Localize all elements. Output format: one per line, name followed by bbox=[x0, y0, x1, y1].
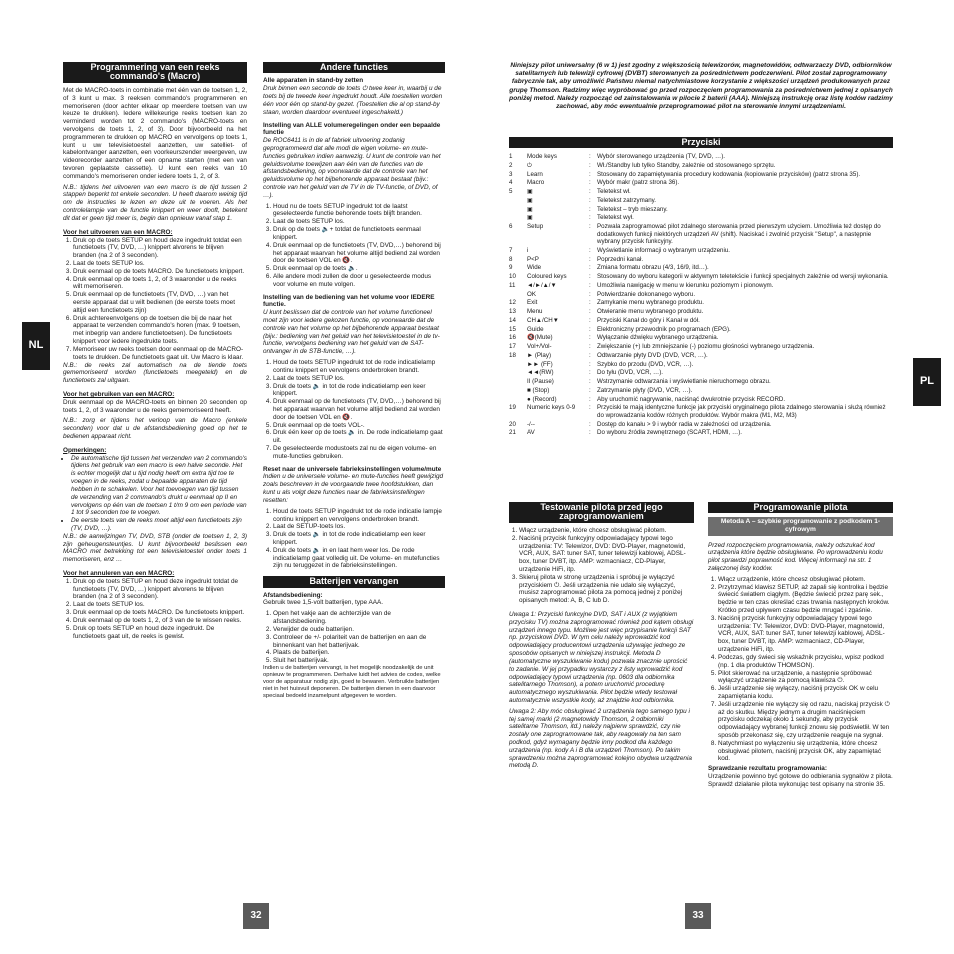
macro-notes bbox=[63, 455, 247, 533]
button-name: OK bbox=[527, 290, 536, 298]
pl-intro: Niniejszy pilot uniwersalny (6 w 1) jest zgodny z większością telewizorów, magnetowidów, odtwarzaczy DVD, odbiorników satelitarnych lub telewizji cyfrowej (DVBT) sterowanych za pośrednictwem podczerwieni. Pilot został zaprogramowany fabrycznie tak, aby umożliwić Państwu niemal natychmiastowe korzystanie z większości urządzeń produkowanych przez grupę Thomson. Radzimy więc wypróbować go przed rozpoczęciem programowania za pośrednictwem jednej z opisanych poniżej metod. Należy rozpocząć od zainstalowania w pilocie 2 baterii (AAA). Niniejszą instrukcję oraz listę kodów radzimy zachować, aby móc ewentualnie przeprogramować pilot na sterowanie innymi urządzeniami. bbox=[509, 62, 893, 111]
button-number: 7 bbox=[509, 246, 513, 254]
button-description: Zatrzymanie płyty (DVD, VCR, …). bbox=[597, 386, 693, 394]
button-row bbox=[509, 404, 893, 420]
button-name: Menu bbox=[527, 308, 543, 316]
list-item: 7. Memoriseer uw reeks toetsen door eenmaal op de MACRO-toets te drukken. De functietoets gaat uit. Uw Macro is klaar. bbox=[73, 346, 247, 362]
button-row bbox=[509, 205, 893, 214]
button-description: Umożliwia nawigację w menu w kierunku poziomym i pionowym. bbox=[597, 281, 774, 289]
programming-section bbox=[708, 502, 893, 792]
list-item: 3. Skieruj pilota w stronę urządzenia i spróbuj je wyłączyć przyciskiem ⏻. Jeśli urządzenia nie udało się wyłączyć, musisz zaprogramować pilota za pomocą jednej z poniżej opisanych metod: A, B, C lub D. bbox=[519, 574, 694, 605]
list-item: 3. Druk eenmaal op de toets MACRO. De functietoets knippert. bbox=[73, 268, 247, 276]
language-tab-pl: PL bbox=[913, 358, 941, 406]
test-note-2: Uwaga 2: Aby móc obsługiwać 2 urządzenia tego samego typu i tej samej marki (2 magnetowidy Thomson, 2 odbiorniki satelitarne Thomson, itd.) należy najpierw sprawdzić, czy nie zostały one zaprogramowane tak, aby reagowały na ten sam podkod, gdyż wymagany będzie inny podkod dla każdego urządzenia (np. kody A i B dla urządzeń Thomson). Po takim sprawdzeniu można zaprogramować kolejno obydwa urządzenia metodą D. bbox=[509, 707, 692, 770]
button-description: Wybór makr (patrz strona 36). bbox=[597, 179, 680, 187]
standby-text: Druk binnen een seconde de toets ⏻ twee keer in, waarbij u de toets bij de tweede keer ingedrukt houdt. Alle toestellen worden één voor één op stand-by gezet. (Toestellen die al op stand-by staan, worden daardoor eventueel ingeschakeld.) bbox=[263, 85, 443, 116]
separator: : bbox=[589, 205, 591, 213]
button-row bbox=[509, 369, 893, 378]
button-number bbox=[509, 205, 527, 214]
button-description: Teletekst wł. bbox=[597, 188, 631, 196]
button-name: Wide bbox=[527, 264, 542, 272]
separator: : bbox=[589, 378, 591, 386]
macro-cancel-steps bbox=[63, 578, 247, 641]
list-item: 4. Podczas, gdy świeci się wskaźnik przycisku, wpisz podkod (np. 1 dla produktów THOMSON). bbox=[718, 654, 893, 670]
list-item: 3. Druk op de toets 🔈+ totdat de functietoets eenmaal knippert. bbox=[273, 226, 445, 242]
list-item: 7. De geselecteerde modustoets zal nu de eigen volume- en mute-functies gebruiken. bbox=[273, 445, 445, 461]
list-item: • De automatische tijd tussen het verzenden van 2 commando's tijdens het gebruik van een macro is een halve seconde. Het is echter mogelijk dat u tijd nodig heeft om extra tijd toe te voegen in de reeks, zodat u bepaalde apparaten de tijd hebben in te schakelen. Voor het toevoegen van tijd tussen de verzending van 2 commando's drukt u eenmaal op II en vervolgens op één van de toetsen 1 t/m 9 om een periode van 1 tot 9 seconden toe te voegen. bbox=[71, 455, 247, 518]
programming-heading: Programowanie pilota bbox=[708, 502, 893, 513]
button-row bbox=[509, 360, 893, 369]
batteries-intro: Gebruik twee 1,5-volt batterijen, type AAA. bbox=[263, 599, 384, 607]
button-row bbox=[509, 264, 893, 273]
button-description: Zwiększanie (+) lub zmniejszanie (-) poziomu głośności wybranego urządzenia. bbox=[597, 343, 815, 351]
button-row bbox=[509, 179, 893, 188]
button-number: 12 bbox=[509, 299, 516, 307]
button-number: 6 bbox=[509, 223, 513, 231]
button-description: Poprzedni kanał. bbox=[597, 255, 644, 263]
nl-column-2 bbox=[263, 62, 445, 703]
list-item: 2. Laat de SETUP-toets los. bbox=[273, 523, 445, 531]
button-number bbox=[509, 395, 527, 404]
button-number: 2 bbox=[509, 161, 513, 169]
macro-notes-heading: Opmerkingen: bbox=[63, 446, 107, 454]
button-number: 20 bbox=[509, 420, 516, 428]
volume-all-heading: Instelling van ALLE volumeregelingen onder een bepaalde functie bbox=[263, 121, 441, 137]
programming-steps bbox=[708, 576, 893, 764]
button-number: 1 bbox=[509, 153, 513, 161]
button-row bbox=[509, 299, 893, 308]
list-item: 1. Houd nu de toets SETUP ingedrukt tot de laatst geselecteerde functie behorende toets blijft branden. bbox=[273, 203, 445, 219]
button-description: Wyłączanie dźwięku wybranego urządzenia. bbox=[597, 334, 719, 342]
button-number: 10 bbox=[509, 273, 516, 281]
macro-use-heading: Voor het gebruiken van een MACRO: bbox=[63, 390, 175, 398]
separator: : bbox=[589, 196, 591, 204]
list-item: 3. Naciśnij przycisk funkcyjny odpowiadający typowi tego urządzenia: TV: Telewizor, DVD: DVD-Player, magnetowid, VCR, AUX, SAT: tuner SAT, tuner telewizji kablowej, ADSL-box, tuner DVBT, itp. AMP: wzmacniacz, CD-Player, urządzenie HiFi, itp. bbox=[718, 615, 893, 654]
button-number: 5 bbox=[509, 188, 513, 196]
list-item: 4. Druk eenmaal op de functietoets (TV, DVD,…) behorend bij het apparaat waarvan het volume altijd bediend zal worden door de toetsen VOL en 🔇. bbox=[273, 398, 445, 421]
button-description: Elektroniczny przewodnik po programach (EPG). bbox=[597, 325, 731, 333]
button-name: 🔇(Mute) bbox=[527, 334, 553, 342]
button-number: 15 bbox=[509, 325, 516, 333]
list-item: 4. Druk eenmaal op de toets 1, 2, of 3 van de te wissen reeks. bbox=[73, 617, 247, 625]
button-name: ◄◄(RW) bbox=[527, 369, 554, 377]
list-item: 5. Druk eenmaal op de functietoets (TV, DVD, …) van het eerste apparaat dat u wilt bedienen (de eerste toets moet altijd een functietoets zijn) bbox=[73, 291, 247, 314]
separator: : bbox=[589, 264, 591, 272]
separator: : bbox=[589, 223, 591, 231]
list-item: 5. Pilot skierować na urządzenie, a następnie spróbować wyłączyć urządzenie za pomocą klawisza ⏻. bbox=[718, 670, 893, 686]
button-description: Pozwala zaprogramować pilot zdalnego sterowania przed pierwszym użyciem. Umożliwia też dostęp do dodatkowych funkcji niektórych urządzeń AV (shift). Naciskać i zwolnić przycisk "Setup", a następnie wybrany przycisk funkcyjny. bbox=[597, 223, 881, 246]
button-description: Wstrzymanie odtwarzania i wyświetlanie nieruchomego obrazu. bbox=[597, 378, 771, 386]
separator: : bbox=[589, 188, 591, 196]
page-number-33: 33 bbox=[685, 903, 711, 929]
batteries-outro: Indien u de batterijen vervangt, is het mogelijk noodzakelijk de unit opnieuw te programmeren. Derhalve luidt het advies de codes, welke voor de apparatuur nodig zijn, goed te bewaren. Verbruikte batterijen niet in het huisvuil deponeren. De batterijen dienen in een daarvoor speciaal bedoeld inzamelpunt afgegeven te worden. bbox=[263, 664, 441, 700]
buttons-table bbox=[509, 152, 893, 437]
button-description: Zmiana formatu obrazu (4/3, 16/9, itd…). bbox=[597, 264, 709, 272]
button-description: Teletekst zatrzymany. bbox=[597, 196, 657, 204]
separator: : bbox=[589, 170, 591, 178]
button-description: Teletekst – tryb mieszany. bbox=[597, 205, 668, 213]
button-name: Setup bbox=[527, 223, 544, 231]
separator: : bbox=[589, 404, 591, 412]
button-row bbox=[509, 246, 893, 255]
button-number: 9 bbox=[509, 264, 513, 272]
button-number bbox=[509, 214, 527, 223]
button-description: Przyciski te mają identyczne funkcje jak przyciski oryginalnego pilota zdalnego sterowania i służą również do wprowadzania kodów różnych produktów. Wybór makra (M1, M2, M3) bbox=[597, 404, 886, 419]
list-item: 2. Przytrzymać klawisz SETUP, aż zapali się kontrolka i będzie świecić światłem ciągłym. (Będzie świecić przez parę sek., będzie w ten czas określać czas trwania następnych kroków. Krótko przed upływem czasu będzie mrugać i zgaśnie. bbox=[718, 584, 893, 615]
button-row bbox=[509, 222, 893, 246]
separator: : bbox=[589, 395, 591, 403]
button-row bbox=[509, 351, 893, 360]
button-name: ◄/►/▲/▼ bbox=[527, 281, 557, 289]
button-description: Zamykanie menu wybranego produktu. bbox=[597, 299, 704, 307]
button-row bbox=[509, 420, 893, 429]
volume-all-steps bbox=[263, 203, 445, 289]
batteries-heading: Batterijen vervangen bbox=[263, 576, 445, 587]
button-row bbox=[509, 187, 893, 196]
button-number: 16 bbox=[509, 334, 516, 342]
separator: : bbox=[589, 161, 591, 169]
button-row bbox=[509, 395, 893, 404]
list-item: 5. Sluit het batterijvak. bbox=[273, 657, 445, 665]
page-number-32: 32 bbox=[243, 903, 269, 929]
button-name: Exit bbox=[527, 299, 538, 307]
button-row bbox=[509, 170, 893, 179]
button-name: -/-- bbox=[527, 420, 535, 428]
button-name: ■ (Stop) bbox=[527, 386, 550, 394]
button-number bbox=[509, 290, 527, 299]
list-item: 8. Natychmiast po wyłączeniu się urządzenia, które chcesz obsługiwać pilotem, naciśnij przycisk OK, aby zapamiętać kod. bbox=[718, 740, 893, 763]
button-description: Potwierdzanie dokonanego wyboru. bbox=[597, 290, 696, 298]
list-item: 3. Druk de toets 🔈 in tot de rode indicatielamp een keer knippert. bbox=[273, 531, 445, 547]
button-name: ►► (FF) bbox=[527, 360, 553, 368]
button-name: Learn bbox=[527, 170, 543, 178]
button-number bbox=[509, 196, 527, 205]
volume-all-intro: De ROC6411 is in de af fabriek uitvoering zodanig geprogrammeerd dat alle modi de eigen volume- en mute-functies gebruiken indien aanwezig. U kunt de controle van het geluidsvolume toewijzen aan één van de functies van de afstandsbediening, op voorwaarde dat de controle van het geluidsvolume op het bijbehorende apparaat bestaat (bijv.: controle van het geluid van de TV in de TV-functie, of DVD, of …). bbox=[263, 137, 441, 199]
button-name: ⏻ bbox=[527, 161, 532, 169]
button-description: Odtwarzanie płyty DVD (DVD, VCR, …). bbox=[597, 351, 708, 359]
button-number: 3 bbox=[509, 170, 513, 178]
test-note-1: Uwaga 1: Przyciski funkcyjne DVD, SAT i AUX (z wyjątkiem przycisku TV) można zaprogramować również pod kątem obsługi urządzeń innego typu. Możliwe jest więc przypisanie funkcji SAT np. przyciskowi DVD. W tym celu należy wprowadzić kod odpowiadający producentowi urządzenia używając jednego ze sposobów opisanych w niniejszej instrukcji. Metoda D (automatyczne wyszukiwanie kodu) pozwala znacznie uprościć to zadanie. W jej przypadku wystarczy z listy wprowadzić kod odpowiadający typowi urządzenia (np. 0603 dla odbiornika satelitarnego Thomson), a potem uruchomić procedurę automatycznego wyszukiwania. Pilot będzie wtedy testował automatycznie wszystkie kody, aż znajdzie kod odbiornika. bbox=[509, 611, 694, 704]
language-tab-nl: NL bbox=[22, 322, 50, 370]
button-name: ▣ bbox=[527, 214, 533, 222]
test-heading: Testowanie pilota przed jego zaprogramowaniem bbox=[509, 502, 694, 523]
button-description: Stosowany do zapamiętywania procedury kodowania (kopiowanie przycisków) (patrz strona 35). bbox=[597, 170, 861, 178]
list-item: 4. Druk eenmaal op de functietoets (TV, DVD,…) behorend bij het apparaat waarvan het volume altijd bediend zal worden door de toetsen VOL en 🔇. bbox=[273, 242, 445, 265]
button-row bbox=[509, 308, 893, 317]
separator: : bbox=[589, 316, 591, 324]
macro-intro: Met de MACRO-toets in combinatie met één van de toetsen 1, 2, of 3 kunt u max. 3 reeksen commando's programmeren en memoriseren (door achter elkaar op meerdere toetsen van uw keuze te drukken). Iedere willekeurige reeks toetsen kan zo verminderd worden tot 2 commando's (MACRO-toets en vervolgens de toets 1, 2, of 3). Door bijvoorbeeld na het programmeren te drukken op MACRO en vervolgens op toets 1, kunt u uw televisietoestel aanzetten, uw satelliet- of kabelontvanger aanzetten, een voorkeurszender weergeven, uw videorecorder aanzetten of een opname starten (met een van tevoren geplaatste cassette). U kunt een reeks van 10 commando's memoriseren onder iedere toets 1, 2, of 3. bbox=[63, 86, 247, 180]
button-row bbox=[509, 273, 893, 282]
separator: : bbox=[589, 429, 591, 437]
separator: : bbox=[589, 299, 591, 307]
button-row bbox=[509, 214, 893, 223]
volume-each-intro: U kunt beslissen dat de controle van het volume functioneel moet zijn voor iedere gekozen functie, op voorwaarde dat de controle van het volume op het bijbehorende apparaat bestaat (bijv.: bediening van het geluid van het televisietoestel in de tv-functie, vervolgens bediening van het geluid van de SAT-ontvanger in de STB-functie, …). bbox=[263, 309, 440, 356]
reset-steps bbox=[263, 508, 445, 571]
list-item: 1. Houd de toets SETUP ingedrukt tot de rode indicatie lampje continu knippert en vervolgens onderbroken brandt. bbox=[273, 508, 445, 524]
button-name: Macro bbox=[527, 179, 545, 187]
macro-heading: Programmering van een reeks commando's (Macro) bbox=[63, 62, 247, 83]
test-section bbox=[509, 502, 694, 773]
reset-heading: Reset naar de universele fabrieksinstellingen volume/mute bbox=[263, 465, 442, 473]
button-row bbox=[509, 386, 893, 395]
separator: : bbox=[589, 325, 591, 333]
button-number: 4 bbox=[509, 179, 513, 187]
page-pl bbox=[477, 0, 954, 954]
list-item: 1. Druk op de toets SETUP en houd deze ingedrukt totdat een functietoets (TV, DVD, …) knippert alvorens te blijven branden (na 2 of 3 seconden). bbox=[73, 237, 247, 260]
other-functions-heading: Andere functies bbox=[263, 62, 445, 73]
list-item: 3. Druk de toets 🔈 in tot de rode indicatielamp een keer knippert. bbox=[273, 383, 445, 399]
check-heading: Sprawdzanie rezultatu programowania: bbox=[708, 765, 827, 773]
button-name: ▣ bbox=[527, 188, 533, 196]
button-row bbox=[509, 334, 893, 343]
list-item: 2. Naciśnij przycisk funkcyjny odpowiadający typowi tego urządzenia: TV: Telewizor, DVD: DVD-Player, magnetowid, VCR, AUX, SAT: tuner SAT, tuner telewizji kablowej, ADSL-box, tuner DVBT, itp. AMP: wzmacniacz, CD-Player, urządzenie HiFi, itp. bbox=[519, 535, 694, 574]
button-row bbox=[509, 343, 893, 352]
volume-each-heading: Instelling van de bediening van het volume voor IEDERE functie. bbox=[263, 293, 435, 309]
button-row bbox=[509, 378, 893, 387]
button-row bbox=[509, 290, 893, 299]
nl-column-1 bbox=[63, 62, 247, 640]
button-name: Numeric keys 0-9 bbox=[527, 404, 576, 412]
buttons-section bbox=[509, 137, 893, 438]
list-item: 6. Druk achtereenvolgens op de toetsen die bij de naar het apparaat te verzenden commando's horen (max. 9 toetsen, met inbegrip van andere functietoetsen). De functietoets knippert voor iedere ingedrukte toets. bbox=[73, 315, 247, 346]
test-steps bbox=[509, 527, 694, 605]
button-name: ▣ bbox=[527, 205, 533, 213]
button-description: Teletekst wył. bbox=[597, 214, 634, 222]
button-description: Do wyboru źródła zewnętrznego (SCART, HDMI, …). bbox=[597, 429, 742, 437]
separator: : bbox=[589, 179, 591, 187]
separator: : bbox=[589, 255, 591, 263]
list-item: 5. Druk eenmaal op de toets 🔈. bbox=[273, 265, 445, 273]
button-description: Stosowany do wyboru kategorii w aktywnym teletekście i funkcji specjalnych zależnie od wersji wykonania. bbox=[597, 273, 889, 281]
button-name: CH▲/CH▼ bbox=[527, 316, 559, 324]
separator: : bbox=[589, 343, 591, 351]
button-row bbox=[509, 281, 893, 290]
macro-note-2: N.B.: de reeks zal automatisch na de tiende toets gememoriseerd worden (functietoets meegeteld) en de functietoets zal uitgaan. bbox=[63, 361, 247, 385]
button-description: Przyciski Kanał do góry i Kanał w dół. bbox=[597, 316, 700, 324]
separator: : bbox=[589, 351, 591, 359]
macro-exec-heading: Voor het uitvoeren van een MACRO: bbox=[63, 228, 173, 236]
button-name: P<P bbox=[527, 255, 539, 263]
list-item: • De eerste toets van de reeks moet altijd een functietoets zijn (TV, DVD, …). bbox=[71, 517, 247, 533]
list-item: 2. Laat de toets SETUP los. bbox=[273, 218, 445, 226]
macro-note-3: N.B.: zorg er tijdens het verloop van de Macro (enkele seconden) voor dat u de afstandsbediening goed op het te bedienen apparaat richt. bbox=[63, 417, 247, 440]
button-row bbox=[509, 152, 893, 161]
list-item: 2. Laat de toets SETUP los. bbox=[73, 601, 247, 609]
list-item: 1. Houd de toets SETUP ingedrukt tot de rode indicatielamp continu knippert en vervolgens onderbroken brandt. bbox=[273, 359, 445, 375]
button-number bbox=[509, 386, 527, 395]
button-description: Aby uruchomić nagrywanie, naciśnąć dwukrotnie przycisk RECORD. bbox=[597, 395, 786, 403]
separator: : bbox=[589, 281, 591, 289]
button-number: 13 bbox=[509, 308, 516, 316]
separator: : bbox=[589, 273, 591, 281]
button-number bbox=[509, 369, 527, 378]
button-name: AV bbox=[527, 429, 535, 437]
button-name: Mode keys bbox=[527, 153, 557, 161]
button-number: 11 bbox=[509, 281, 516, 289]
button-description: Dostęp do kanału > 9 i wybór radia w zależności od urządzenia. bbox=[597, 420, 772, 428]
button-row bbox=[509, 161, 893, 170]
button-number: 21 bbox=[509, 429, 516, 437]
button-row bbox=[509, 316, 893, 325]
volume-each-steps bbox=[263, 359, 445, 461]
list-item: 3. Controleer de +/- polariteit van de batterijen en aan de binnenkant van het batterijvak. bbox=[273, 634, 445, 650]
list-item: 6. Alle andere modi zullen de door u geselecteerde modus voor volume en mute volgen. bbox=[273, 273, 445, 289]
separator: : bbox=[589, 246, 591, 254]
batteries-steps bbox=[263, 610, 445, 665]
button-number: 17 bbox=[509, 343, 516, 351]
button-name: Vol+/Vol- bbox=[527, 343, 552, 351]
list-item: 2. Laat de toets SETUP los. bbox=[273, 375, 445, 383]
list-item: 4. Druk de toets 🔈 in en laat hem weer los. De rode indicatielamp gaat volledig uit. De volume- en mutefuncties zijn nu teruggezet in de fabrieksinstellingen. bbox=[273, 547, 445, 570]
method-a-heading: Metoda A – szybkie programowanie z podkodem 1-cyfrowym bbox=[708, 517, 893, 535]
button-number: 14 bbox=[509, 316, 516, 324]
button-row bbox=[509, 255, 893, 264]
list-item: 1. Włącz urządzenie, które chcesz obsługiwać pilotem. bbox=[718, 576, 893, 584]
separator: : bbox=[589, 153, 591, 161]
list-item: 6. Druk één keer op de toets 🔈 in. De rode indicatielamp gaat uit. bbox=[273, 429, 445, 445]
reset-intro: Indien u de universele volume- en mute-functies heeft gewijzigd zoals beschreven in de voorgaande twee hoofdstukken, dan kunt u als volgt deze functies naar de fabrieksinstellingen resetten: bbox=[263, 473, 444, 504]
button-name: ► (Play) bbox=[527, 351, 552, 359]
separator: : bbox=[589, 386, 591, 394]
button-number: 8 bbox=[509, 255, 513, 263]
button-description: Do tyłu (DVD, VCR, …). bbox=[597, 369, 664, 377]
button-name: Coloured keys bbox=[527, 273, 567, 281]
button-row bbox=[509, 196, 893, 205]
button-description: Wybór sterowanego urządzenia (TV, DVD, …). bbox=[597, 153, 725, 161]
separator: : bbox=[589, 290, 591, 298]
button-number bbox=[509, 360, 527, 369]
separator: : bbox=[589, 308, 591, 316]
macro-note-4: N.B.: de aanwijzingen TV, DVD, STB (onder de toetsen 1, 2, 3) zijn geheugensteuntjes. U kunt bijvoorbeeld beslissen een MACRO met betrekking tot een televisietoestel onder toets 1 memoriseren, enz … bbox=[63, 532, 247, 564]
button-description: Wł./Standby lub tylko Standby, zależnie od stosowanego sprzętu. bbox=[597, 161, 776, 169]
button-description: Szybko do przodu (DVD, VCR, …). bbox=[597, 360, 694, 368]
list-item: 4. Druk eenmaal op de toets 1, 2, of 3 waaronder u de reeks wilt memoriseren. bbox=[73, 276, 247, 292]
list-item: 4. Plaats de batterijen. bbox=[273, 649, 445, 657]
button-number: 18 bbox=[509, 351, 516, 359]
list-item: 1. Open het vakje aan de achterzijde van de afstandsbediening. bbox=[273, 610, 445, 626]
list-item: 2. Verwijder de oude batterijen. bbox=[273, 626, 445, 634]
macro-note-1: N.B.: tijdens het uitvoeren van een macro is de tijd tussen 2 stappen beperkt tot enkele seconden. U heeft daarom weinig tijd om de instructies te lezen en deze uit te voeren. Als het controlelampje van de functie knippert en weer dooft, betekent dit dat er geen tijd meer is, begin dan opnieuw vanaf stap 1. bbox=[63, 183, 247, 222]
separator: : bbox=[589, 214, 591, 222]
batteries-subheading: Afstandsbediening: bbox=[263, 591, 323, 599]
list-item: 3. Druk eenmaal op de toets MACRO. De functietoets knippert. bbox=[73, 609, 247, 617]
button-row bbox=[509, 325, 893, 334]
button-name: i bbox=[527, 246, 529, 254]
separator: : bbox=[589, 420, 591, 428]
list-item: 6. Jeśli urządzenie się wyłączy, naciśnij przycisk OK w celu zapamiętania kodu. bbox=[718, 685, 893, 701]
button-row bbox=[509, 429, 893, 438]
button-name: II (Pause) bbox=[527, 378, 554, 386]
button-name: Guide bbox=[527, 325, 544, 333]
separator: : bbox=[589, 369, 591, 377]
check-text: Urządzenie powinno być gotowe do odbierania sygnałów z pilota. Sprawdź działanie pilota wykonując test opisany na stronie 35. bbox=[708, 773, 893, 788]
list-item: 5. Druk op toets SETUP en houd deze ingedrukt. De functietoets gaat uit, de reeks is gewist. bbox=[73, 625, 247, 641]
macro-cancel-heading: Voor het annuleren van een MACRO: bbox=[63, 570, 175, 577]
separator: : bbox=[589, 360, 591, 368]
button-number bbox=[509, 378, 527, 387]
list-item: 1. Włącz urządzenie, które chcesz obsługiwać pilotem. bbox=[519, 527, 694, 535]
list-item: 5. Druk eenmaal op de toets VOL-. bbox=[273, 422, 445, 430]
button-name: ▣ bbox=[527, 196, 533, 204]
standby-heading: Alle apparaten in stand-by zetten bbox=[263, 77, 364, 85]
button-description: Wyświetlanie informacji o wybranym urządzeniu. bbox=[597, 246, 731, 254]
list-item: 2. Laat de toets SETUP los. bbox=[73, 260, 247, 268]
macro-use: Druk eenmaal op de MACRO-toets en binnen 20 seconden op toets 1, 2, of 3 waaronder u de reeks gememoriseerd heeft. bbox=[63, 398, 247, 414]
programming-intro: Przed rozpoczęciem programowania, należy odszukać kod urządzenia które będzie obsługiwane. Po wprowadzeniu kodu pilot sprawdzi poprawność kod. Więcej informacji na str. 1 załączonej listy kodów. bbox=[708, 541, 883, 572]
separator: : bbox=[589, 334, 591, 342]
list-item: 7. Jeśli urządzenie nie wyłączy się od razu, naciskaj przycisk ⏻ aż do skutku. Między jednym a drugim naciśnięciem przycisku odczekaj około 1 sekundy, aby przycisk odpowiadający wybranej funkcji znowu się podświetlił. W ten sposób przekonasz się, czy urządzenie reaguje na sygnał. bbox=[718, 701, 893, 740]
button-name: ● (Record) bbox=[527, 395, 557, 403]
button-number: 19 bbox=[509, 404, 516, 412]
macro-exec-steps bbox=[63, 237, 247, 362]
buttons-heading: Przyciski bbox=[509, 137, 893, 148]
button-description: Otwieranie menu wybranego produktu. bbox=[597, 308, 704, 316]
list-item: 1. Druk op de toets SETUP en houd deze ingedrukt totdat de functietoets (TV, DVD, …) knippert alvorens te blijven branden (na 2 of 3 seconden). bbox=[73, 578, 247, 601]
